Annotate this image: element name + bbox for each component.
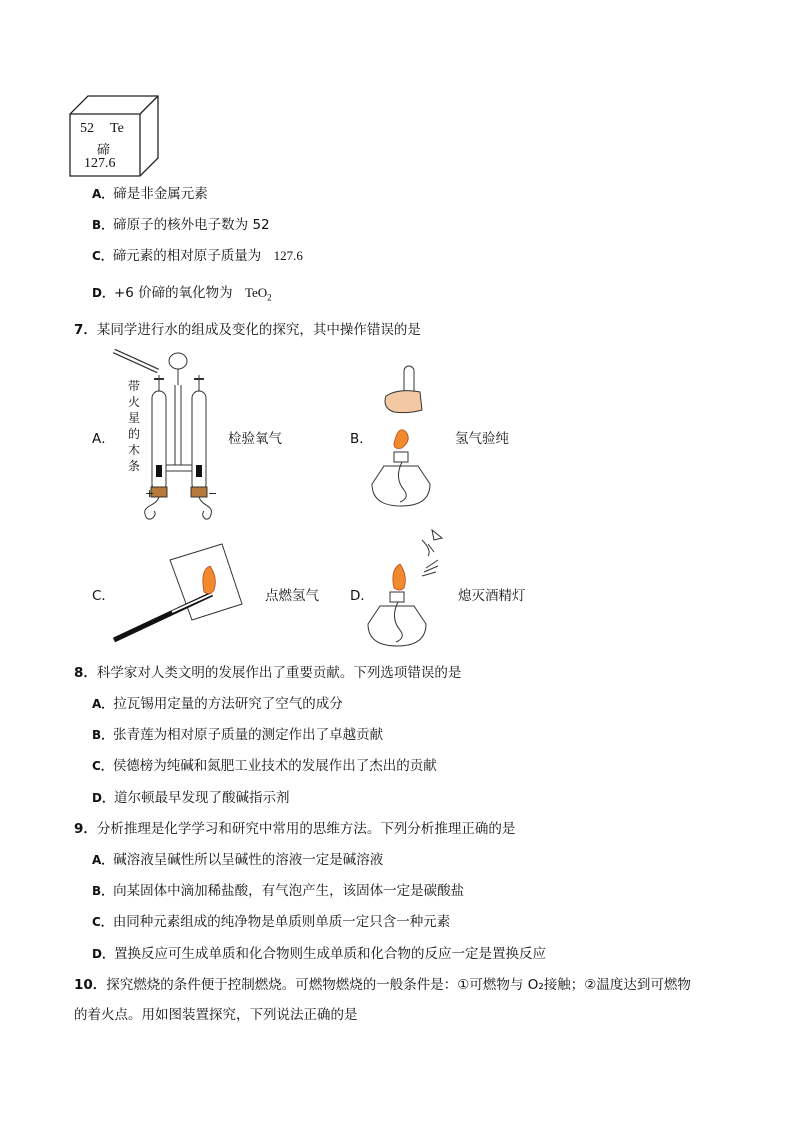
q8-option-c: C．侯德榜为纯碱和氮肥工业技术的发展作出了杰出的贡献 <box>92 758 437 774</box>
q7-option-d-letter: D． <box>350 588 374 604</box>
q8-option-d: D．道尔顿最早发现了酸碱指示剂 <box>92 790 290 806</box>
q7-option-a-letter: A． <box>92 431 115 447</box>
q10-stem-line2: 的着火点。用如图装置探究，下列说法正确的是 <box>74 1007 358 1023</box>
q7-option-d-label: 熄灭酒精灯 <box>458 588 526 604</box>
element-mass: 127.6 <box>84 156 116 171</box>
q6-option-b: B．碲原子的核外电子数为 52 <box>92 217 270 233</box>
q7-option-a-label: 检验氧气 <box>228 431 282 447</box>
q7-stem: 7．某同学进行水的组成及变化的探究，其中操作错误的是 <box>74 322 421 338</box>
element-number: 52 <box>80 121 94 136</box>
anode-sign: + <box>145 487 155 500</box>
cathode-sign: − <box>208 487 218 500</box>
q6-option-a: A．碲是非金属元素 <box>92 186 208 202</box>
q6-option-d: D．+6 价碲的氧化物为 TeO$_2$ <box>92 285 272 303</box>
q9-option-a: A．碱溶液呈碱性所以呈碱性的溶液一定是碱溶液 <box>92 852 384 868</box>
q9-option-b: B．向某固体中滴加稀盐酸，有气泡产生，该固体一定是碳酸盐 <box>92 883 465 899</box>
q7-option-b-label: 氢气验纯 <box>455 431 509 447</box>
element-name: 碲 <box>97 142 111 157</box>
element-symbol: Te <box>110 121 124 136</box>
q8-option-a: A．拉瓦锡用定量的方法研究了空气的成分 <box>92 696 343 712</box>
q9-stem: 9．分析推理是化学学习和研究中常用的思维方法。下列分析推理正确的是 <box>74 821 516 837</box>
ignite-hydrogen-figure <box>112 540 262 646</box>
q8-option-b: B．张青莲为相对原子质量的测定作出了卓越贡献 <box>92 727 384 743</box>
q7-option-c-label: 点燃氢气 <box>265 588 319 604</box>
q9-option-c: C．由同种元素组成的纯净物是单质则单质一定只含一种元素 <box>92 914 451 930</box>
hydrogen-purity-test-figure <box>368 366 438 514</box>
q8-stem: 8．科学家对人类文明的发展作出了重要贡献。下列选项错误的是 <box>74 665 462 681</box>
formula-teo2: TeO$_2$ <box>244 285 272 303</box>
q10-stem-line1: 10．探究燃烧的条件便于控制燃烧。可燃物燃烧的一般条件是：①可燃物与 O₂接触；②温度达到可燃物 <box>74 977 691 993</box>
q7-option-b-letter: B． <box>350 431 373 447</box>
q7-option-c-letter: C． <box>92 588 115 604</box>
splint-label: 带 火 星 的 木 条 <box>128 379 141 473</box>
q6-option-c: C．碲元素的相对原子质量为 127.6 <box>92 248 303 264</box>
q9-option-d: D．置换反应可生成单质和化合物则生成单质和化合物的反应一定是置换反应 <box>92 946 546 962</box>
